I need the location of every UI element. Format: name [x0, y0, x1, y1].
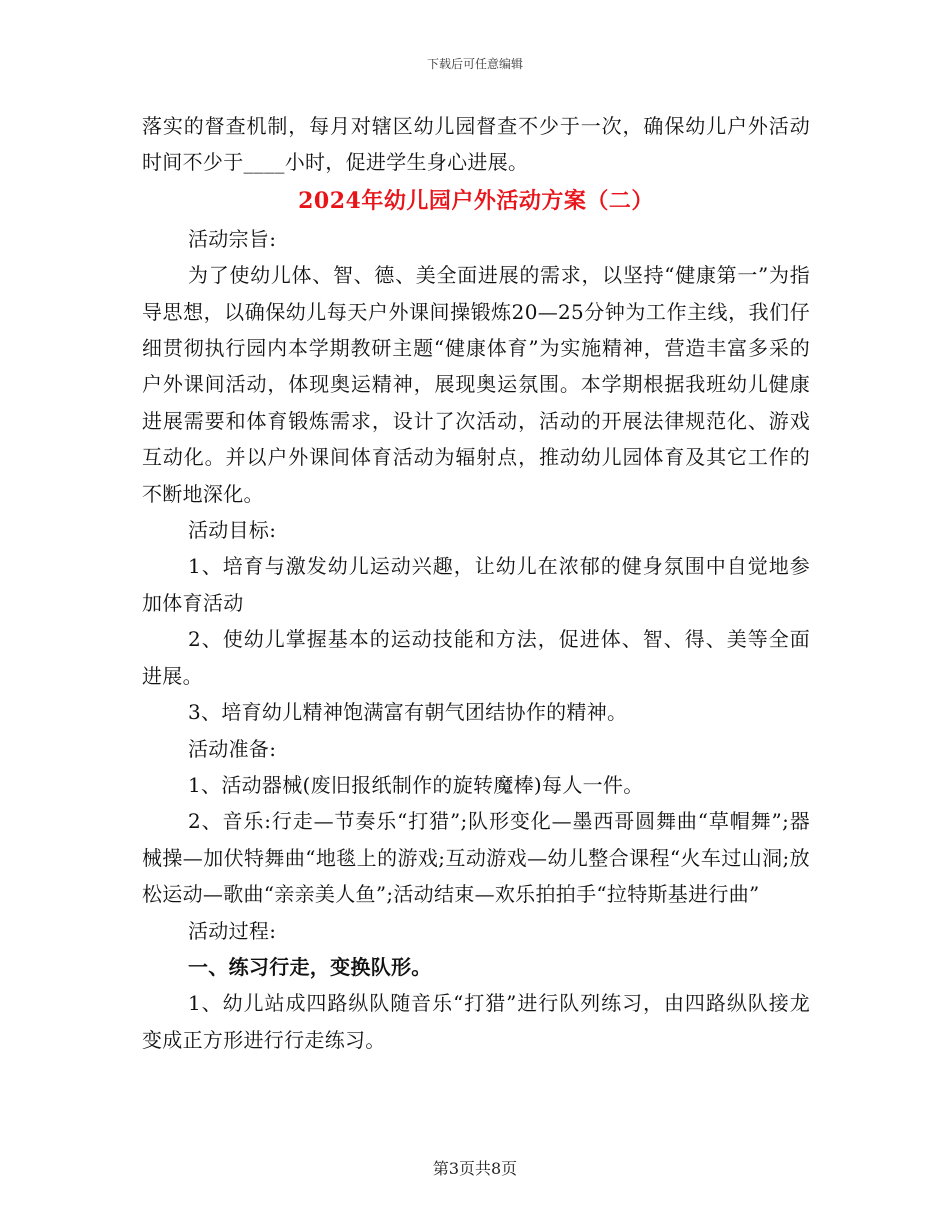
goal-item-2: 2、使幼儿掌握基本的运动技能和方法，促进体、智、得、美等全面进展。 — [142, 627, 810, 688]
goal-label: 活动目标: — [188, 518, 277, 543]
prep-label: 活动准备: — [188, 736, 277, 761]
purpose-label: 活动宗旨: — [188, 226, 277, 251]
goal-item-3: 3、培育幼儿精神饱满富有朝气团结协作的精神。 — [188, 700, 628, 725]
prep-item-2: 2、音乐:行走—节奏乐“打猎”;队形变化—墨西哥圆舞曲“草帽舞”;器械操—加伏特舞曲“地毯上的游戏;互动游戏—幼儿整合课程“火车过山洞;放松运动—歌曲“亲亲美人鱼”;活动结束—欢乐拍拍手“拉特斯基进行曲” — [142, 809, 810, 907]
goal-item-1: 1、培育与激发幼儿运动兴趣，让幼儿在浓郁的健身氛围中自觉地参加体育活动 — [142, 554, 810, 615]
process-label: 活动过程: — [188, 918, 277, 943]
continued-paragraph: 落实的督查机制，每月对辖区幼儿园督查不少于一次，确保幼儿户外活动时间不少于____小时，促进学生身心进展。 — [142, 114, 810, 175]
process-item-1: 1、幼儿站成四路纵队随音乐“打猎”进行队列练习，由四路纵队接龙变成正方形进行行走练习。 — [142, 991, 810, 1052]
prep-item-1: 1、活动器械(废旧报纸制作的旋转魔棒)每人一件。 — [188, 772, 644, 797]
purpose-paragraph: 为了使幼儿体、智、德、美全面进展的需求，以坚持“健康第一”为指导思想，以确保幼儿每天户外课间操锻炼20—25分钟为工作主线，我们仔细贯彻执行园内本学期教研主题“健康体育”为实施精神，营造丰富多采的户外课间活动，体现奥运精神，展现奥运氛围。本学期根据我班幼儿健康进展需要和体育锻炼需求，设计了次活动，活动的开展法律规范化、游戏互动化。并以户外课间体育活动为辐射点，推动幼儿园体育及其它工作的不断地深化。 — [142, 263, 810, 506]
page-number: 第3页共8页 — [432, 1159, 518, 1178]
section-title: 2024年幼儿园户外活动方案（二） — [298, 187, 654, 214]
process-section-heading: 一、练习行走，变换队形。 — [188, 954, 432, 979]
document-body — [142, 108, 810, 1058]
header-note: 下载后可任意编辑 — [426, 57, 523, 71]
